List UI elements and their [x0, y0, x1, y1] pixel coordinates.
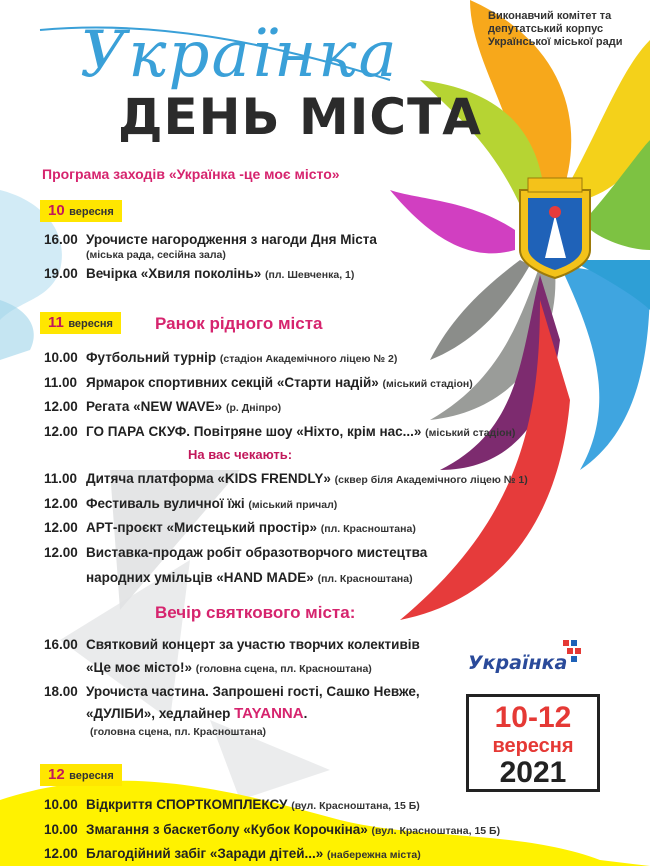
event-note: (р. Дніпро)	[225, 402, 282, 414]
event-row	[44, 846, 421, 861]
event-note: (головна сцена, пл. Красноштана)	[90, 726, 267, 738]
event-time: 10.00	[44, 350, 78, 365]
date-range-box	[466, 694, 600, 792]
section-title-await: На вас чекають:	[188, 447, 293, 462]
event-note: (міська рада, сесійна зала)	[86, 249, 226, 261]
event-row	[44, 637, 420, 652]
event-title: «Це моє місто!»	[86, 660, 192, 675]
date-range-year: 2021	[499, 756, 567, 789]
organizer-line: депутатський корпус	[488, 23, 604, 35]
event-row	[44, 520, 416, 535]
event-row	[44, 399, 281, 414]
date-badge-day2	[40, 312, 121, 334]
event-note: (пл. Красноштана)	[320, 523, 416, 535]
date-day: 12	[48, 766, 65, 783]
event-title: Футбольний турнір	[86, 350, 217, 365]
event-time: 12.00	[44, 424, 78, 439]
date-badge-day1	[40, 200, 122, 222]
event-time: 19.00	[44, 266, 78, 281]
event-title: Регата «NEW WAVE»	[86, 399, 223, 414]
event-time: 16.00	[44, 637, 78, 652]
event-row	[44, 545, 427, 560]
event-note: (головна сцена, пл. Красноштана)	[195, 663, 372, 675]
punctuation: .	[303, 706, 308, 721]
event-title: «ДУЛІБИ», хедлайнер	[86, 706, 235, 721]
date-range-month: вересня	[492, 735, 574, 757]
event-row-continued	[86, 705, 307, 722]
event-row	[44, 822, 500, 837]
event-time: 18.00	[44, 684, 78, 699]
event-row	[44, 232, 377, 247]
event-row	[44, 496, 337, 511]
event-note: (міський причал)	[248, 499, 338, 511]
event-row	[44, 797, 420, 812]
event-row-continued	[86, 660, 372, 675]
event-title: АРТ-проєкт «Мистецький простір»	[86, 520, 318, 535]
event-note: (пл. Шевченка, 1)	[265, 269, 355, 281]
event-time: 12.00	[44, 846, 78, 861]
date-month: вересня	[68, 318, 113, 330]
event-row	[44, 350, 397, 365]
headliner-name: TAYANNA	[234, 705, 304, 722]
event-title: Відкриття СПОРТКОМПЛЕКСУ	[86, 797, 288, 812]
event-title: Урочисте нагородження з нагоди Дня Міста	[86, 232, 377, 247]
event-time: 12.00	[44, 496, 78, 511]
program-title: Програма заходів «Українка -це моє місто»	[42, 166, 340, 182]
event-note: (вул. Красноштана, 15 Б)	[291, 800, 420, 812]
date-badge-day3	[40, 764, 122, 786]
event-title: ГО ПАРА СКУФ. Повітряне шоу «Ніхто, крім нас...»	[86, 424, 422, 439]
date-range: 10-12	[494, 701, 572, 734]
organizer-block	[488, 10, 623, 49]
event-time: 11.00	[44, 375, 78, 390]
event-note: (вул. Красноштана, 15 Б)	[371, 825, 501, 837]
event-row	[44, 684, 420, 699]
event-title: Святковий концерт за участю творчих колективів	[86, 637, 420, 652]
date-day: 10	[48, 202, 65, 219]
script-title: Українка	[80, 18, 399, 92]
event-note: (міський стадіон)	[382, 378, 473, 390]
event-time: 10.00	[44, 822, 78, 837]
event-title: Вечірка «Хвиля поколінь»	[86, 266, 262, 281]
event-row	[44, 375, 473, 390]
event-note: (сквер біля Академічного ліцею № 1)	[334, 474, 528, 486]
date-month: вересня	[69, 770, 114, 782]
event-title: Дитяча платформа «KIDS FRENDLY»	[86, 471, 331, 486]
section-title-morning: Ранок рідного міста	[155, 314, 323, 333]
event-row	[44, 471, 528, 486]
event-title: народних умільців «HAND MADE»	[86, 570, 314, 585]
event-title: Ярмарок спортивних секцій «Старти надій»	[86, 375, 379, 390]
event-row	[44, 266, 354, 281]
event-time: 12.00	[44, 399, 78, 414]
event-row-continued	[86, 570, 413, 585]
event-note: (набережна міста)	[327, 849, 421, 861]
city-logo-text: Українка	[468, 652, 568, 674]
event-time: 11.00	[44, 471, 78, 486]
event-title: Урочиста частина. Запрошені гості, Сашко Невже,	[86, 684, 420, 699]
organizer-line: Української міської ради	[488, 36, 623, 48]
event-row	[44, 424, 515, 439]
event-title: Благодійний забіг «Заради дітей...»	[86, 846, 324, 861]
event-time: 16.00	[44, 232, 78, 247]
event-note: (стадіон Академічного ліцею № 2)	[219, 353, 398, 365]
section-title-evening: Вечір святкового міста:	[155, 603, 356, 622]
date-day: 11	[48, 314, 64, 331]
date-month: вересня	[69, 206, 114, 218]
event-time: 12.00	[44, 545, 78, 560]
event-note: (пл. Красноштана)	[317, 573, 413, 585]
event-title: Змагання з баскетболу «Кубок Корочкіна»	[86, 822, 368, 837]
event-time: 10.00	[44, 797, 78, 812]
event-title: Фестиваль вуличної їжі	[86, 496, 245, 511]
event-note: (міський стадіон)	[425, 427, 516, 439]
event-time: 12.00	[44, 520, 78, 535]
main-title: ДЕНЬ МІСТА	[118, 88, 482, 146]
event-title: Виставка-продаж робіт образотворчого мистецтва	[86, 545, 428, 560]
organizer-line: Виконавчий комітет та	[488, 10, 612, 22]
